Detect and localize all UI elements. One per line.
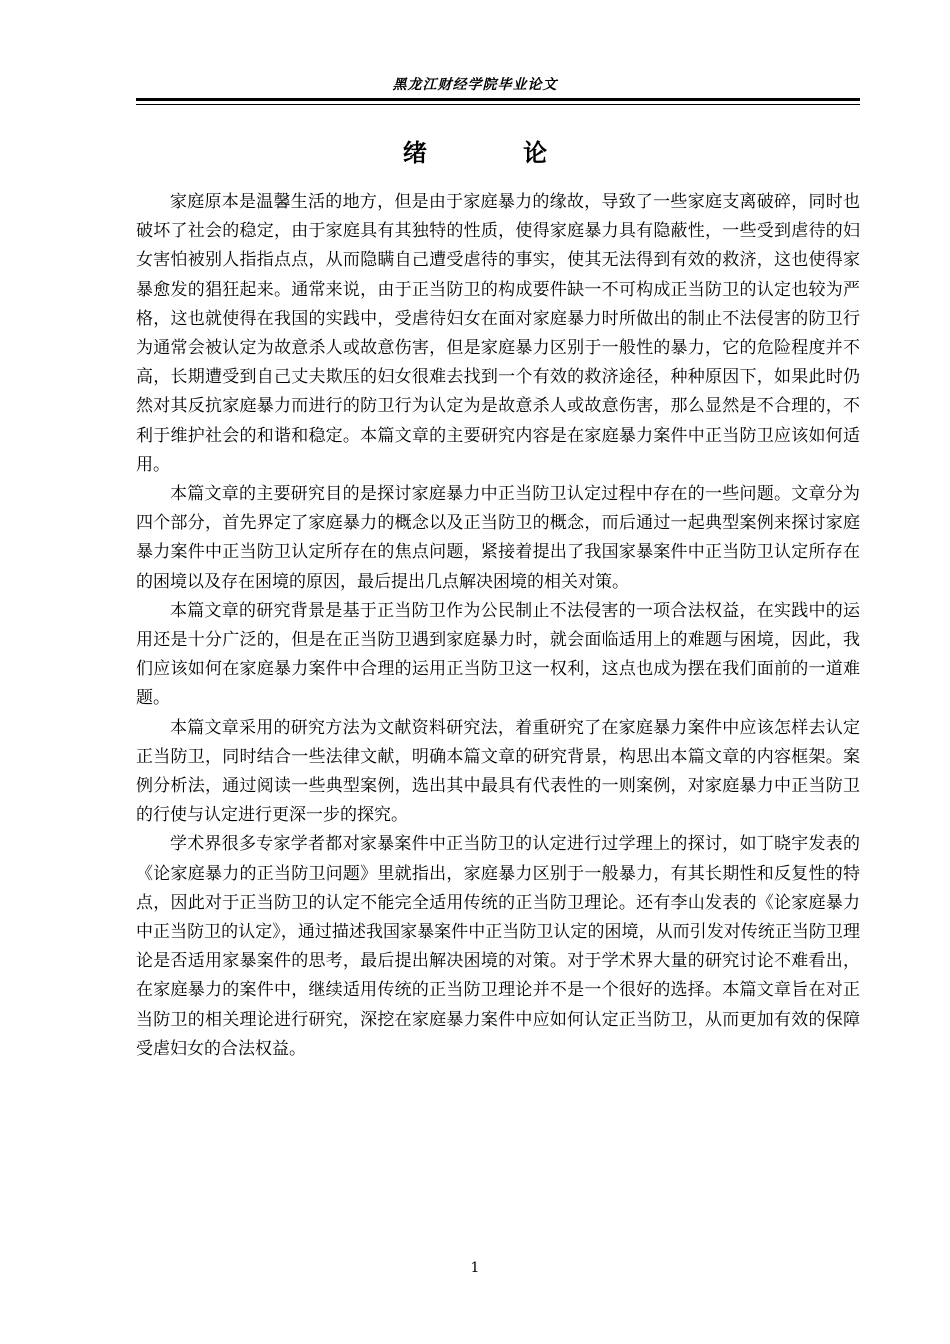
page-number: 1 <box>470 1260 480 1276</box>
header-rule-thin <box>136 104 860 105</box>
paragraph-4: 本篇文章采用的研究方法为文献资料研究法，着重研究了在家庭暴力案件中应该怎样去认定正当防卫，同时结合一些法律文献，明确本篇文章的研究背景，构思出本篇文章的内容框架。案例分析法，通过阅读一些典型案例，选出其中最具有代表性的一则案例，对家庭暴力中正当防卫的行使与认定进行更深一步的探究。 <box>136 717 860 826</box>
paragraph-3: 本篇文章的研究背景是基于正当防卫作为公民制止不法侵害的一项合法权益，在实践中的运用还是十分广泛的，但是在正当防卫遇到家庭暴力时，就会面临适用上的难题与困境，因此，我们应该如何在家庭暴力案件中合理的运用正当防卫这一权利，这点也成为摆在我们面前的一道难题。 <box>136 600 860 709</box>
body-text <box>136 188 860 1064</box>
header-rule-thick <box>136 98 860 101</box>
paragraph-1: 家庭原本是温馨生活的地方，但是由于家庭暴力的缘故，导致了一些家庭支离破碎，同时也破坏了社会的稳定，由于家庭具有其独特的性质，使得家庭暴力具有隐蔽性，一些受到虐待的妇女害怕被别人指指点点，从而隐瞒自己遭受虐待的事实，使其无法得到有效的救济，这也使得家暴愈发的猖狂起来。通常来说，由于正当防卫的构成要件缺一不可构成正当防卫的认定也较为严格，这也就使得在我国的实践中，受虐待妇女在面对家庭暴力时所做出的制止不法侵害的防卫行为通常会被认定为故意杀人或故意伤害，但是家庭暴力区别于一般性的暴力，它的危险程度并不高，长期遭受到自己丈夫欺压的妇女很难去找到一个有效的救济途径，种种原因下，如果此时仍然对其反抗家庭暴力而进行的防卫行为认定为是故意杀人或故意伤害，那么显然是不合理的，不利于维护社会的和谐和稳定。本篇文章的主要研究内容是在家庭暴力案件中正当防卫应该如何适用。 <box>136 192 860 475</box>
paragraph-2: 本篇文章的主要研究目的是探讨家庭暴力中正当防卫认定过程中存在的一些问题。文章分为四个部分，首先界定了家庭暴力的概念以及正当防卫的概念，而后通过一起典型案例来探讨家庭暴力案件中正当防卫认定所存在的焦点问题，紧接着提出了我国家暴案件中正当防卫认定所存在的困境以及存在困境的原因，最后提出几点解决困境的相关对策。 <box>136 484 860 592</box>
paragraph-5: 学术界很多专家学者都对家暴案件中正当防卫的认定进行过学理上的探讨，如丁晓宇发表的《论家庭暴力的正当防卫问题》里就指出，家庭暴力区别于一般暴力，有其长期性和反复性的特点，因此对于正当防卫的认定不能完全适用传统的正当防卫理论。还有李山发表的《论家庭暴力中正当防卫的认定》，通过描述我国家暴案件中正当防卫认定的困境，从而引发对传统正当防卫理论是否适用家暴案件的思考，最后提出解决困境的对策。对于学术界大量的研究讨论不难看出，在家庭暴力的案件中，继续适用传统的正当防卫理论并不是一个很好的选择。本篇文章旨在对正当防卫的相关理论进行研究，深挖在家庭暴力案件中应如何认定正当防卫，从而更加有效的保障受虐妇女的合法权益。 <box>136 834 860 1059</box>
section-title: 绪 论 <box>402 139 592 167</box>
running-header: 黑龙江财经学院毕业论文 <box>392 77 558 93</box>
